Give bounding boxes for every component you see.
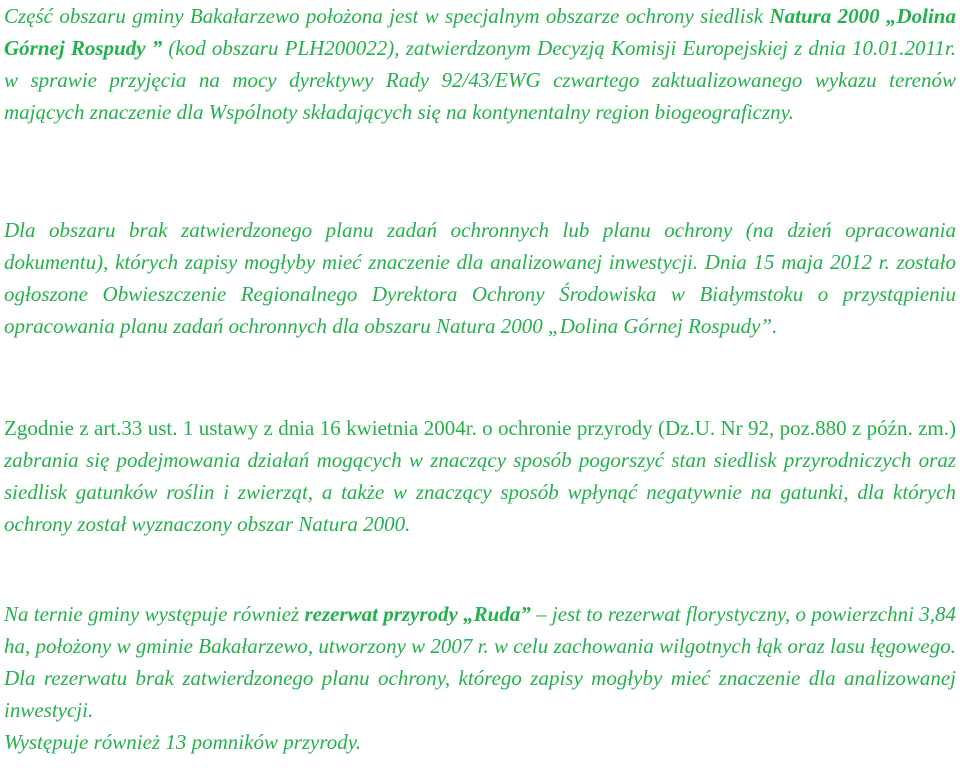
p3-legal-reference: Zgodnie z art.33 ust. 1 ustawy z dnia 16 kwietnia 2004r. o ochronie przyrody (Dz.U. Nr 92, poz.880 z późn. zm.) bbox=[4, 416, 956, 440]
p1-text-2: (kod obszaru PLH200022), zatwierdzonym Decyzją Komisji Europejskiej z dnia 10.01.2011r. w sprawie przyjęcia na mocy dyrektywy Rady 92/43/EWG czwartego zaktualizowanego wykazu terenów mających znaczenie dla Wspólnoty składających się na kontynentalny region biogeograficzny. bbox=[4, 36, 956, 124]
paragraph-natura-2000 bbox=[4, 0, 956, 128]
p4-monuments-note: Występuje również 13 pomników przyrody. bbox=[4, 730, 362, 754]
p1-text-1: Część obszaru gminy Bakałarzewo położona jest w specjalnym obszarze ochrony siedlisk bbox=[4, 4, 770, 28]
p2-text: Dla obszaru brak zatwierdzonego planu zadań ochronnych lub planu ochrony (na dzień opracowania dokumentu), których zapisy mogłyby mieć znaczenie dla analizowanej inwestycji. Dnia 15 maja 2012 r. zostało ogłoszone Obwieszczenie Regionalnego Dyrektora Ochrony Środowiska w Białymstoku o przystąpieniu opracowania planu zadań ochronnych dla obszaru Natura 2000 „Dolina Górnej Rospudy”. bbox=[4, 218, 956, 338]
p3-text: zabrania się podejmowania działań mogących w znaczący sposób pogorszyć stan siedlisk przyrodniczych oraz siedlisk gatunków roślin i zwierząt, a także w znaczący sposób wpłynąć negatywnie na gatunki, dla których ochrony został wyznaczony obszar Natura 2000. bbox=[4, 448, 956, 536]
natura-site-name: Natura 2000 „Dolina Górnej Rospudy ” bbox=[4, 4, 956, 60]
paragraph-legal-basis bbox=[4, 412, 956, 540]
p4-text-1: Na ternie gminy występuje również bbox=[4, 602, 305, 626]
p4-text-2: – jest to rezerwat florystyczny, o powierzchni 3,84 ha, położony w gminie Bakałarzewo, utworzony w 2007 r. w celu zachowania wilgotnych łąk oraz lasu łęgowego. Dla rezerwatu brak zatwierdzonego planu ochrony, którego zapisy mogłyby mieć znaczenie dla analizowanej inwestycji. bbox=[4, 602, 956, 722]
paragraph-nature-reserve bbox=[4, 598, 956, 758]
reserve-name: rezerwat przyrody „Ruda” bbox=[304, 602, 531, 626]
paragraph-protection-plan bbox=[4, 214, 956, 342]
